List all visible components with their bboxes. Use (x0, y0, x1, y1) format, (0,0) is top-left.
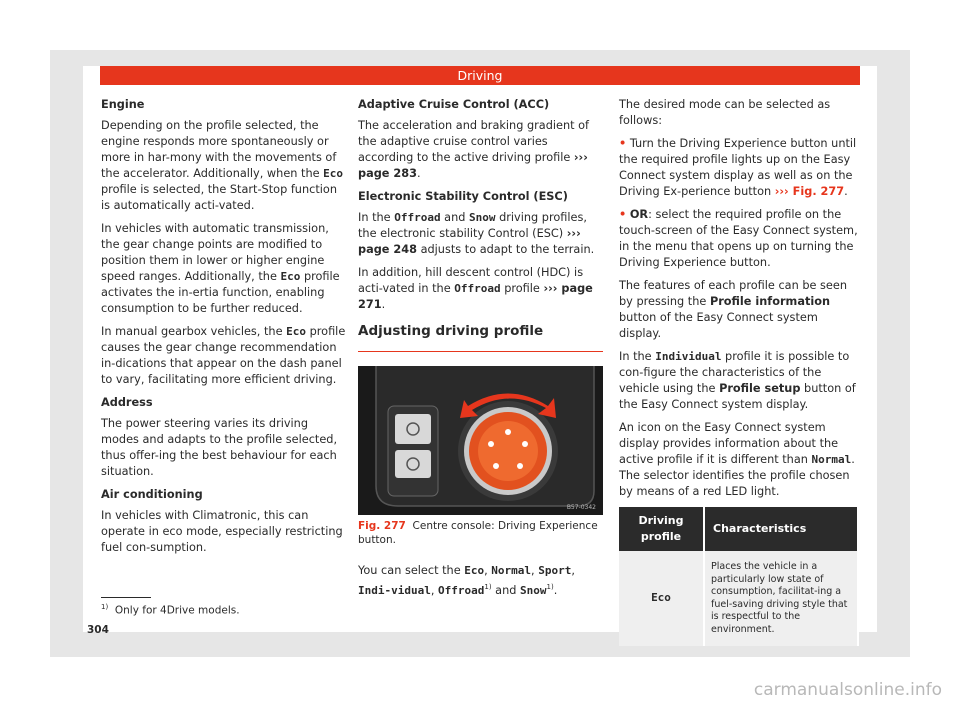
individual-paragraph: In the Individual profile it is possible to con-figure the characteristics of the vehicle using the Profile setup button of the Easy Connect system display. (619, 350, 856, 411)
header-title: Driving (457, 68, 503, 83)
bullet-1: • Turn the Driving Experience button until the required profile lights up on the Easy Connect system display as well as on the Driving Ex-perience button ››› Fig. 277. (619, 137, 857, 198)
air-conditioning-heading: Air conditioning (101, 488, 203, 501)
table-header-characteristics: Characteristics (704, 507, 858, 551)
esc-paragraph: In the Offroad and Snow driving profiles, the electronic stability Control (ESC) ››› page 248 adjusts to adapt to the terrain. (358, 211, 595, 256)
centre-console-illustration (358, 366, 603, 515)
hdc-paragraph: In addition, hill descent control (HDC) is acti-vated in the Offroad profile ››› page 271. (358, 266, 593, 311)
table-cell-description: Places the vehicle in a particularly low state of consumption, facilitat-ing a fuel-saving driving style that is respectful to the environment. (704, 551, 858, 646)
table-cell-profile: Eco (619, 551, 704, 646)
bullet-2: • OR: select the required profile on the touch-screen of the Easy Connect system, in the menu that opens up on turning the Driving Experience button. (619, 208, 858, 269)
table-row (619, 551, 858, 646)
page-248-link[interactable]: ››› page 248 (358, 227, 581, 256)
watermark: carmanualsonline.info (753, 680, 942, 700)
bullet-icon: • (619, 208, 627, 221)
acc-paragraph: The acceleration and braking gradient of the adaptive cruise control varies according to the active driving profile ››› page 283. (358, 119, 590, 180)
column-3 (619, 97, 861, 646)
acc-heading: Adaptive Cruise Control (ACC) (358, 98, 550, 111)
page-number: 304 (87, 624, 109, 636)
figure-caption: Fig. 277 Centre console: Driving Experience button. (358, 520, 598, 546)
section-divider (358, 351, 603, 352)
column-1 (101, 97, 346, 563)
bullet-icon: • (619, 137, 627, 150)
air-conditioning-paragraph: In vehicles with Climatronic, this can operate in eco mode, especially restricting fuel con-sumption. (101, 509, 343, 554)
section-header-bar (100, 66, 860, 85)
figure-code: B57-0342 (566, 504, 596, 511)
engine-paragraph-1: Depending on the profile selected, the engine responds more spontaneously or more in har-mony with the movements of the accelerator. Additionally, when the Eco profile is selected, the Start-Stop function is automatically acti-vated. (101, 119, 344, 212)
address-paragraph: The power steering varies its driving modes and adapts to the profile selected, thus offer-ing the best behaviour for each situation. (101, 417, 338, 478)
engine-paragraph-2: In vehicles with automatic transmission, the gear change points are modified to position them in lower or higher engine speed ranges. Additionally, the Eco profile activates the in-ertia function, enabling consumption to be further reduced. (101, 222, 340, 315)
address-heading: Address (101, 396, 153, 409)
intro-paragraph: The desired mode can be selected as follows: (619, 98, 831, 127)
table-header-profile: Driving profile (619, 507, 704, 551)
page-283-link[interactable]: ››› page 283 (358, 151, 588, 180)
footnote: $^{1)}$ Only for 4Drive models. (101, 603, 240, 617)
profile-table (619, 507, 859, 646)
fig-277-link[interactable]: ››› Fig. 277 (774, 185, 845, 198)
esc-heading: Electronic Stability Control (ESC) (358, 190, 568, 203)
table-header-row (619, 507, 858, 551)
figure-277-image (358, 366, 603, 515)
page-271-link[interactable]: ››› page 271 (358, 282, 593, 311)
engine-paragraph-3: In manual gearbox vehicles, the Eco profile causes the gear change recommendation in-dications that appear on the dash panel to vary, facilitating more efficient driving. (101, 325, 346, 386)
select-profiles-paragraph: You can select the Eco, Normal, Sport, Indi-vidual, Offroad$^{1)}$ and Snow$^{1)}$. (358, 564, 575, 597)
engine-heading: Engine (101, 98, 145, 111)
features-paragraph: The features of each profile can be seen by pressing the Profile information button of the Easy Connect system display. (619, 279, 847, 340)
footnote-divider (101, 597, 151, 598)
column-2 (358, 97, 603, 606)
icon-paragraph: An icon on the Easy Connect system display provides information about the active profile if it is different than Normal. The selector identifies the profile chosen by means of a red LED light. (619, 421, 855, 498)
section-title: Adjusting driving profile (358, 323, 544, 339)
